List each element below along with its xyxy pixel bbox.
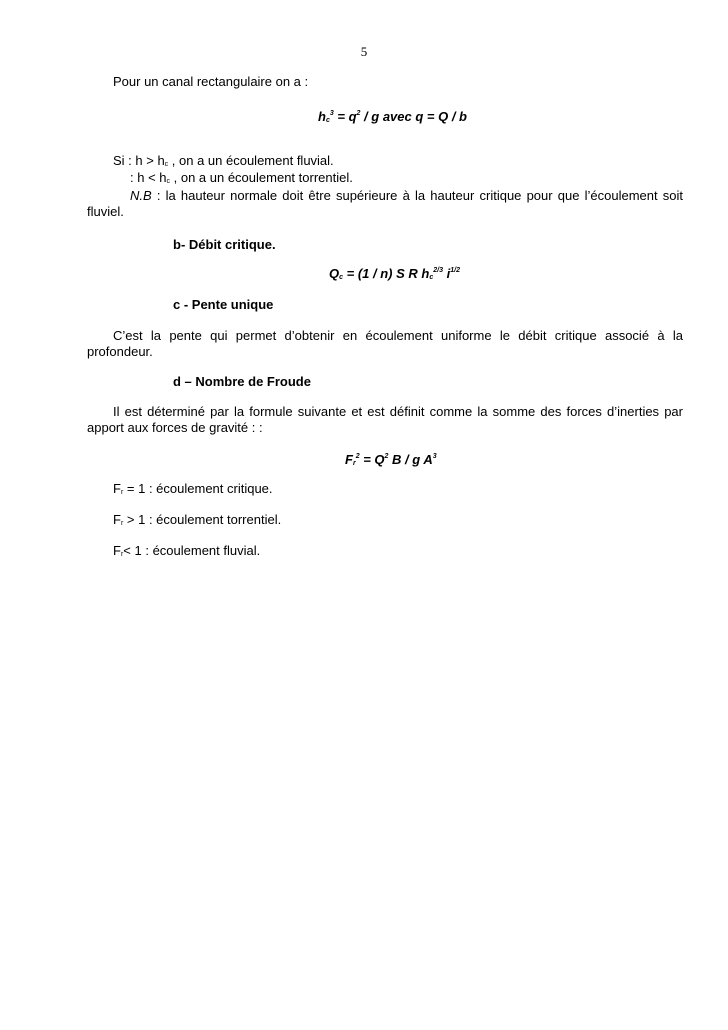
froude-case-critique: $F_r = 1$ : écoulement critique. xyxy=(113,481,273,496)
intro-text: Pour un canal rectangulaire on a : xyxy=(113,74,309,89)
formula-qc: $Q_c = (1 / n)$ S R $h_c^{2/3}$ $i^{1/2}$ xyxy=(329,266,460,281)
section-b-title: b- Débit critique. xyxy=(173,237,276,252)
regime-fluvial-line: Si : $h > h_c$ , on a un écoulement fluvial. xyxy=(113,153,334,168)
page-number: 5 xyxy=(360,44,368,59)
regime-torrentiel-line: : $h < h_c$ , on a un écoulement torrentiel. xyxy=(130,170,353,185)
section-c-title: c - Pente unique xyxy=(173,297,274,312)
froude-case-torrentiel: $F_r > 1$ : écoulement torrentiel. xyxy=(113,512,282,527)
section-c-text-line-2: profondeur. xyxy=(87,344,153,359)
note-line-1: N.B : la hauteur normale doit être supérieure à la hauteur critique pour que l’écoulement soit xyxy=(130,188,683,203)
froude-case-fluvial: $F_r< 1$ : écoulement fluvial. xyxy=(113,543,261,558)
note-line-2: fluviel. xyxy=(87,204,124,219)
formula-froude: $F_r^2 = Q^2$ B / g $A^3$ xyxy=(345,452,437,467)
section-d-text-line-2: apport aux forces de gravité : : xyxy=(87,420,263,435)
section-c-text-line-1: C’est la pente qui permet d’obtenir en écoulement uniforme le débit critique associé à la xyxy=(113,328,683,343)
section-d-title: d – Nombre de Froude xyxy=(173,374,311,389)
formula-hc: $h_c^3 = q^2 / g$ avec q = Q / b xyxy=(318,109,468,124)
section-d-text-line-1: Il est déterminé par la formule suivante et est définit comme la somme des forces d’inerties par xyxy=(113,404,683,419)
